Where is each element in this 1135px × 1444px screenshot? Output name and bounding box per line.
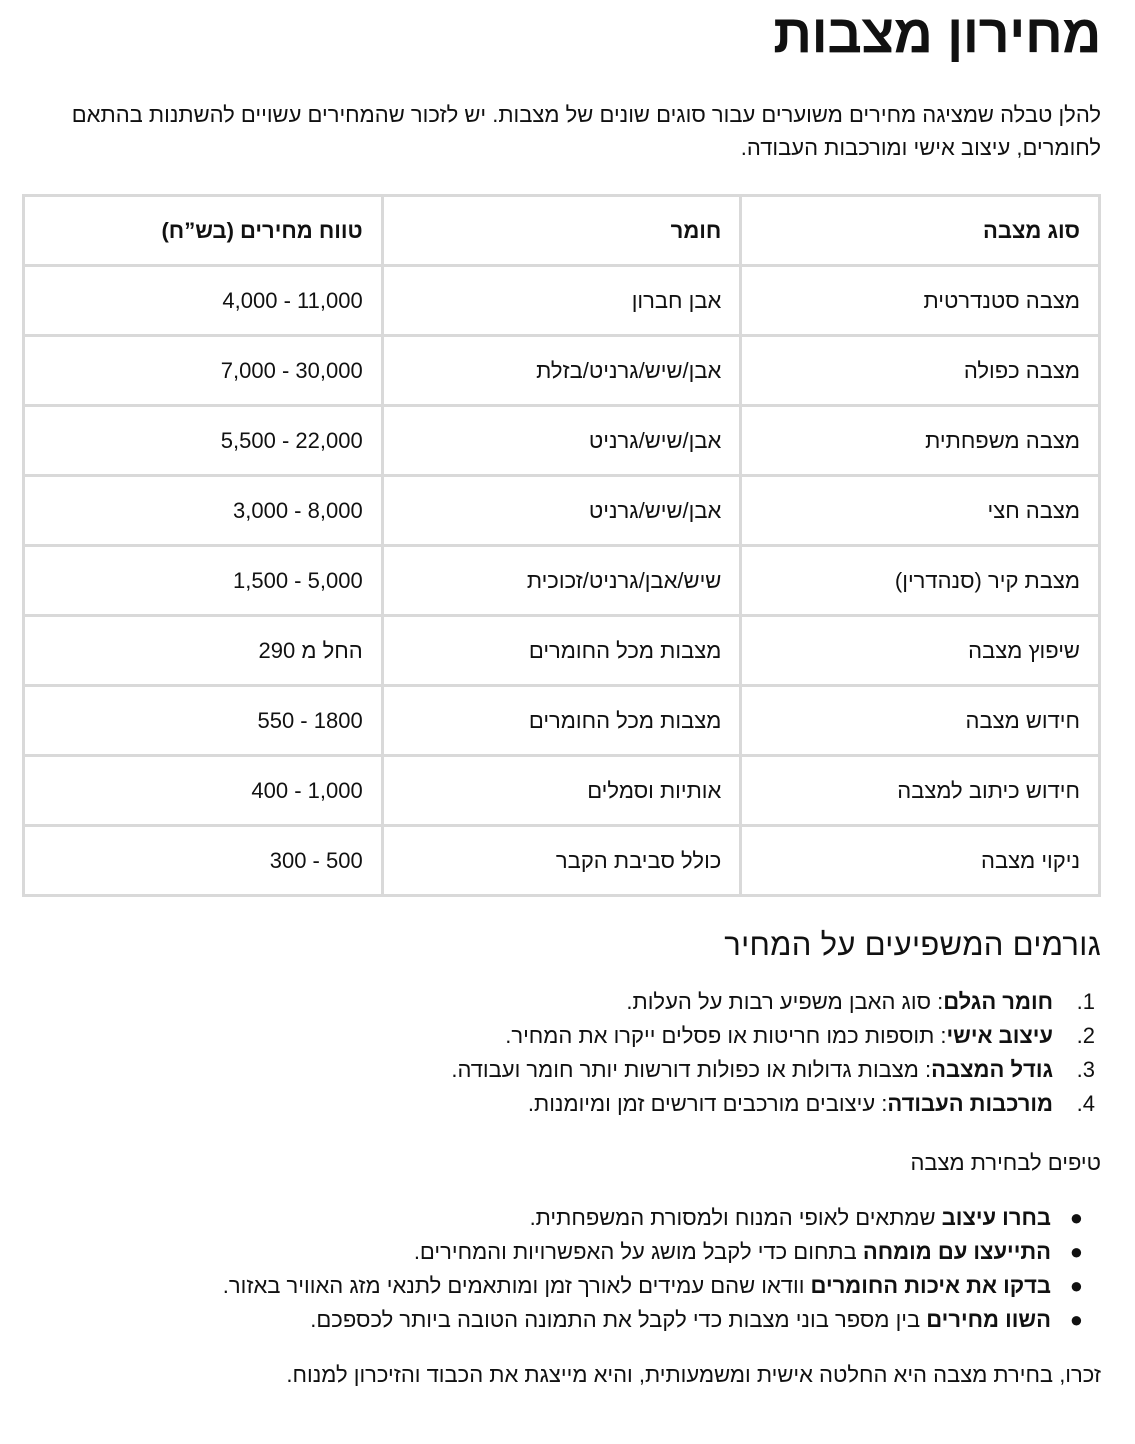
- bullet-icon: ●: [1069, 1205, 1083, 1230]
- tip-term: בחרו עיצוב: [941, 1205, 1051, 1230]
- price-table: [22, 194, 1101, 897]
- cell-price-text: החל מ 290: [258, 637, 363, 663]
- table-header-row: [24, 196, 1100, 266]
- table-row: [24, 756, 1100, 826]
- cell-type-text: ניקוי מצבה: [981, 847, 1080, 873]
- cell-type-text: מצבה סטנדרטית: [923, 287, 1080, 313]
- tip-term: בדקו את איכות החומרים: [810, 1273, 1051, 1298]
- cell-price-text: 4,000 - 11,000: [222, 287, 363, 313]
- cell-price: [24, 616, 383, 686]
- factor-item: [22, 1019, 1101, 1053]
- factor-text: : עיצובים מורכבים דורשים זמן ומיומנות.: [527, 1091, 888, 1116]
- tip-text: שמתאים לאופי המנוח ולמסורת המשפחתית.: [529, 1205, 942, 1230]
- factor-number: 3.: [1076, 1057, 1095, 1082]
- tip-term: התייעצו עם מומחה: [862, 1239, 1051, 1264]
- cell-type: [741, 266, 1100, 336]
- cell-price: [24, 406, 383, 476]
- cell-type: [741, 406, 1100, 476]
- bullet-icon: ●: [1069, 1239, 1083, 1264]
- table-row: [24, 546, 1100, 616]
- tip-text: וודאו שהם עמידים לאורך זמן ומותאמים לתנאי מזג האוויר באזור.: [222, 1273, 811, 1298]
- factor-text: : סוג האבן משפיע רבות על העלות.: [626, 989, 944, 1014]
- cell-material: [382, 546, 741, 616]
- cell-material: [382, 406, 741, 476]
- cell-type: [741, 476, 1100, 546]
- cell-material: [382, 266, 741, 336]
- cell-type: [741, 756, 1100, 826]
- cell-material-text: שיש/אבן/גרניט/זכוכית: [526, 567, 722, 593]
- factor-number: 2.: [1076, 1023, 1095, 1048]
- cell-price: [24, 826, 383, 896]
- header-price-text: טווח מחירים (בש”ח): [161, 217, 363, 243]
- table-row: [24, 616, 1100, 686]
- cell-material-text: אבן חברון: [631, 287, 722, 313]
- cell-type: [741, 546, 1100, 616]
- cell-price-text: 300 - 500: [269, 847, 363, 873]
- tip-text: בתחום כדי לקבל מושג על האפשרויות והמחירים.: [413, 1239, 863, 1264]
- table-row: [24, 336, 1100, 406]
- tip-item: [22, 1235, 1101, 1269]
- cell-material: [382, 756, 741, 826]
- closing-paragraph: זכרו, בחירת מצבה היא החלטה אישית ומשמעותית, והיא מייצגת את הכבוד והזיכרון למנוח.: [286, 1362, 1101, 1387]
- factor-term: גודל המצבה: [931, 1057, 1053, 1082]
- cell-type-text: חידוש מצבה: [965, 707, 1080, 733]
- cell-type-text: שיפוץ מצבה: [968, 637, 1080, 663]
- tips-list: [22, 1201, 1101, 1337]
- cell-material-text: מצבות מכל החומרים: [528, 637, 722, 663]
- cell-price: [24, 336, 383, 406]
- factors-heading: גורמים המשפיעים על המחיר: [724, 927, 1101, 962]
- intro-paragraph: להלן טבלה שמציגה מחירים משוערים עבור סוגים שונים של מצבות. יש לזכור שהמחירים עשויים להשתנות בהתאם לחומרים, עיצוב אישי ומורכבות העבודה.: [71, 102, 1101, 160]
- header-type: סוג מצבה: [741, 196, 1100, 266]
- cell-type-text: מצבת קיר (סנהדרין): [894, 567, 1080, 593]
- page-title: מחירון מצבות: [773, 4, 1101, 64]
- cell-material: [382, 686, 741, 756]
- bullet-icon: ●: [1069, 1273, 1083, 1298]
- cell-price-text: 7,000 - 30,000: [220, 357, 363, 383]
- table-row: [24, 476, 1100, 546]
- cell-price-text: 5,500 - 22,000: [220, 427, 363, 453]
- cell-price: [24, 546, 383, 616]
- cell-price: [24, 476, 383, 546]
- cell-type: [741, 826, 1100, 896]
- cell-material-text: אבן/שיש/גרניט: [588, 427, 722, 453]
- cell-material-text: מצבות מכל החומרים: [528, 707, 722, 733]
- table-body: [24, 266, 1100, 896]
- bullet-icon: ●: [1069, 1307, 1083, 1332]
- cell-material: [382, 616, 741, 686]
- tips-heading: טיפים לבחירת מצבה: [910, 1150, 1101, 1175]
- cell-type-text: מצבה משפחתית: [925, 427, 1080, 453]
- tip-term: השוו מחירים: [926, 1307, 1051, 1332]
- factor-item: [22, 1053, 1101, 1087]
- cell-type-text: חידוש כיתוב למצבה: [897, 777, 1080, 803]
- cell-type: [741, 336, 1100, 406]
- factor-item: [22, 985, 1101, 1019]
- cell-type: [741, 686, 1100, 756]
- header-price: [24, 196, 383, 266]
- cell-price: [24, 756, 383, 826]
- cell-material-text: אבן/שיש/גרניט: [588, 497, 722, 523]
- tip-item: [22, 1303, 1101, 1337]
- cell-material-text: אותיות וסמלים: [587, 777, 722, 803]
- factor-number: 4.: [1076, 1091, 1095, 1116]
- factor-item: [22, 1087, 1101, 1121]
- cell-price: [24, 266, 383, 336]
- cell-material-text: כולל סביבת הקבר: [555, 847, 722, 873]
- table-row: [24, 406, 1100, 476]
- factor-text: : תוספות כמו חריטות או פסלים ייקרו את המחיר.: [505, 1023, 947, 1048]
- tip-text: בין מספר בוני מצבות כדי לקבל את התמונה הטובה ביותר לכספכם.: [310, 1307, 927, 1332]
- cell-material: [382, 336, 741, 406]
- factors-list: [22, 985, 1101, 1121]
- header-material: חומר: [382, 196, 741, 266]
- cell-price: [24, 686, 383, 756]
- cell-type-text: מצבה חצי: [987, 497, 1080, 523]
- cell-price-text: 3,000 - 8,000: [233, 497, 363, 523]
- cell-material: [382, 476, 741, 546]
- tip-item: [22, 1201, 1101, 1235]
- cell-material-text: אבן/שיש/גרניט/בזלת: [536, 357, 722, 383]
- table-row: [24, 266, 1100, 336]
- factor-text: : מצבות גדולות או כפולות דורשות יותר חומר ועבודה.: [451, 1057, 932, 1082]
- cell-type-text: מצבה כפולה: [963, 357, 1080, 383]
- cell-material: [382, 826, 741, 896]
- cell-price-text: 550 - 1800: [257, 707, 363, 733]
- table-row: [24, 686, 1100, 756]
- factor-term: חומר הגלם: [943, 989, 1053, 1014]
- factor-number: 1.: [1076, 989, 1095, 1014]
- cell-price-text: 1,500 - 5,000: [233, 567, 363, 593]
- factor-term: עיצוב אישי: [946, 1023, 1053, 1048]
- table-row: [24, 826, 1100, 896]
- cell-price-text: 400 - 1,000: [251, 777, 363, 803]
- tip-item: [22, 1269, 1101, 1303]
- cell-type: [741, 616, 1100, 686]
- factor-term: מורכבות העבודה: [887, 1091, 1053, 1116]
